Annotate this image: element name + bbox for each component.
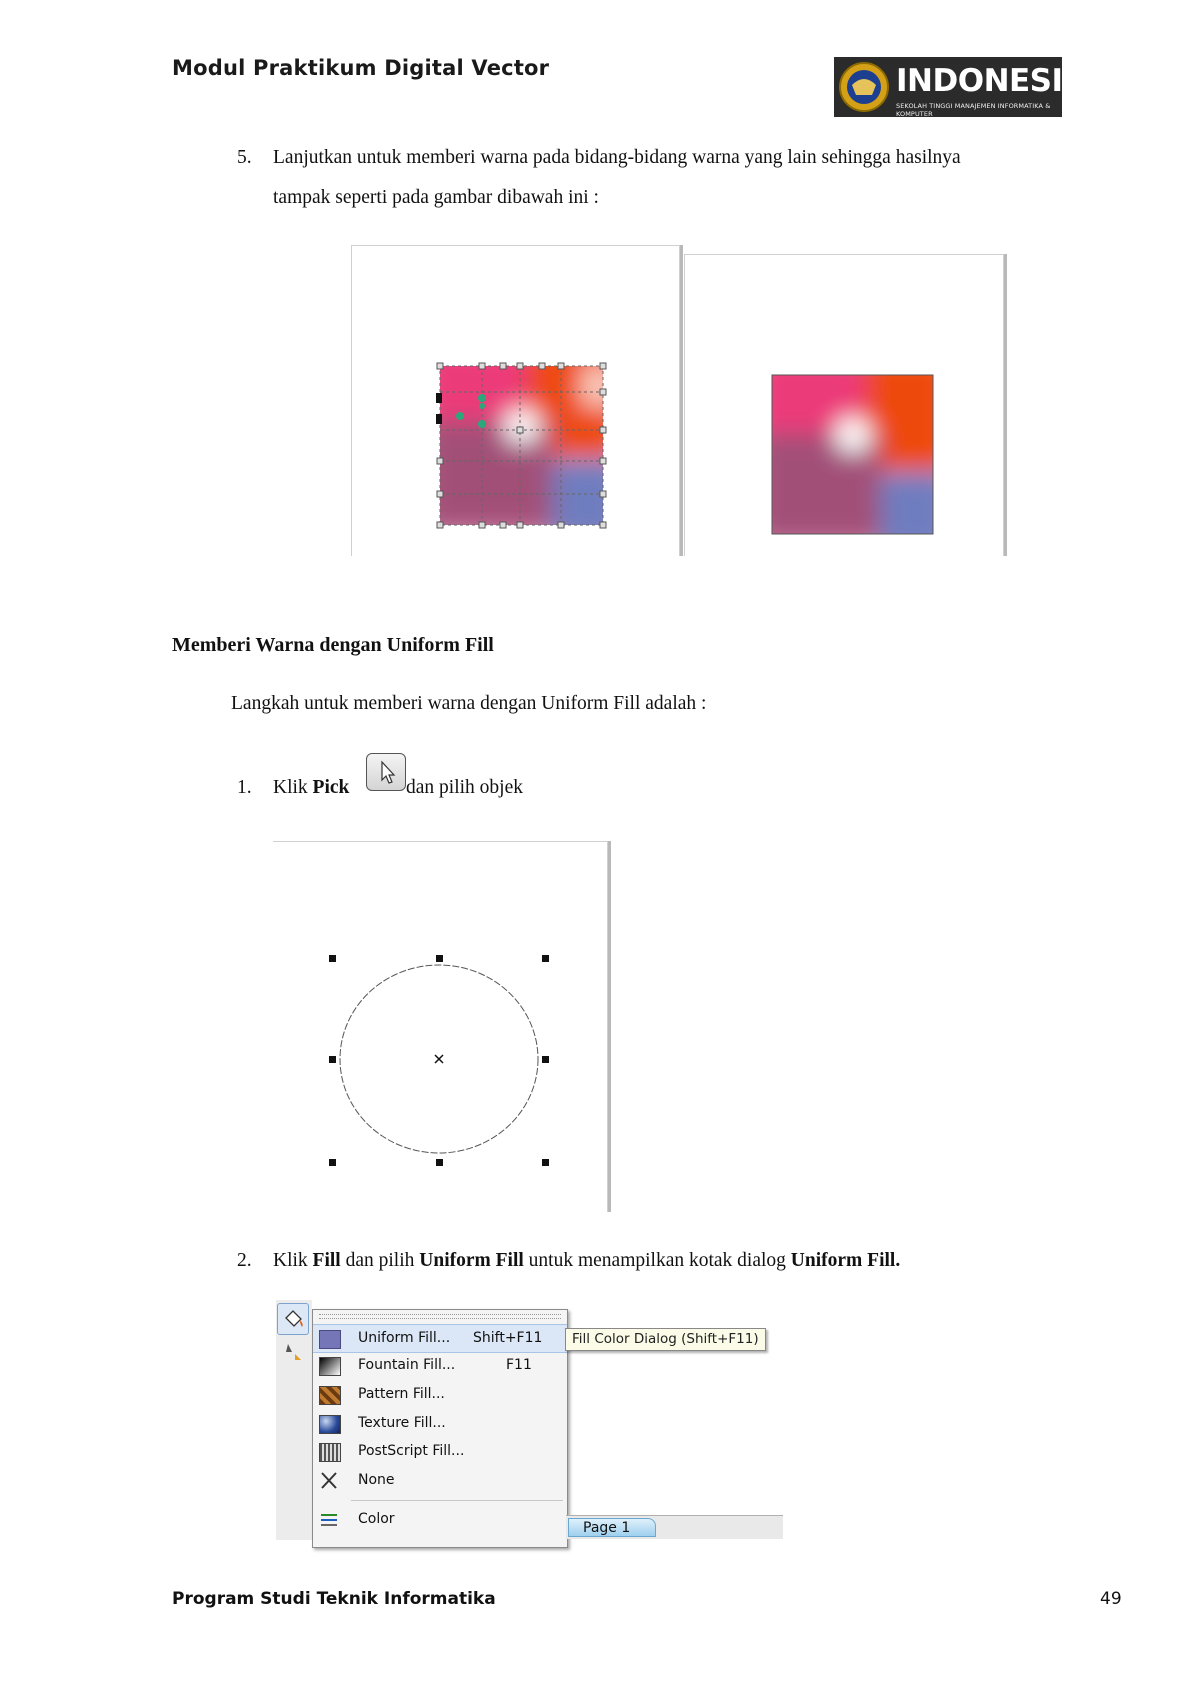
- color-icon: [319, 1511, 339, 1528]
- menu-separator: [351, 1500, 563, 1501]
- canvas-page-circle: [273, 841, 608, 1212]
- stiki-logo: [834, 57, 1087, 118]
- section-heading: Memberi Warna dengan Uniform Fill: [172, 634, 494, 656]
- canvas-page-left: [351, 245, 680, 556]
- menu-item-label: None: [358, 1472, 395, 1488]
- page-tab[interactable]: Page 1: [568, 1518, 656, 1537]
- logo-text: INDONESIA: [896, 63, 1087, 99]
- section-intro: Langkah untuk memberi warna dengan Uniform Fill adalah :: [231, 693, 707, 714]
- step1-text: [273, 768, 349, 808]
- outline-tool-button[interactable]: [282, 1340, 304, 1362]
- stiki-emblem-icon: [838, 61, 890, 113]
- uniform-fill-icon: [319, 1330, 341, 1349]
- paint-bucket-icon: [278, 1304, 308, 1334]
- step5-number: 5.: [237, 147, 252, 168]
- selected-circle: [273, 842, 607, 1212]
- fill-tool-button[interactable]: [277, 1303, 309, 1335]
- menu-item-label: Pattern Fill...: [358, 1386, 445, 1402]
- none-x-icon: [319, 1472, 339, 1489]
- step2-text-2: dan pilih: [340, 1250, 420, 1271]
- menu-item-postscript-fill[interactable]: [313, 1438, 567, 1465]
- selection-handle[interactable]: [436, 955, 443, 962]
- step2-bold-fill: Fill: [312, 1250, 341, 1271]
- pick-tool-button[interactable]: [366, 753, 406, 791]
- fountain-fill-icon: [319, 1357, 341, 1376]
- menu-grip[interactable]: [319, 1314, 561, 1319]
- menu-item-uniform-fill[interactable]: [313, 1324, 567, 1353]
- outline-pen-icon: [282, 1340, 304, 1362]
- fill-flyout-menu: [312, 1309, 568, 1548]
- menu-item-texture-fill[interactable]: [313, 1410, 567, 1437]
- pick-cursor-icon: [367, 754, 405, 790]
- selection-handle[interactable]: [329, 955, 336, 962]
- postscript-fill-icon: [319, 1443, 341, 1462]
- fill-tooltip: Fill Color Dialog (Shift+F11): [565, 1328, 766, 1351]
- mesh-fill-selected: [352, 246, 679, 556]
- menu-item-label: Uniform Fill...: [358, 1330, 451, 1346]
- step2-bold-uniform-fill-end: Uniform Fill.: [790, 1250, 901, 1271]
- step1-number: 1.: [237, 777, 252, 798]
- step2-text-1: Klik: [273, 1250, 313, 1271]
- menu-item-label: Fountain Fill...: [358, 1357, 456, 1373]
- selection-handle[interactable]: [436, 1159, 443, 1166]
- step1-prefix: Klik: [273, 777, 313, 798]
- menu-item-pattern-fill[interactable]: [313, 1381, 567, 1408]
- pattern-fill-icon: [319, 1386, 341, 1405]
- texture-fill-icon: [319, 1415, 341, 1434]
- step2-number: 2.: [237, 1250, 252, 1271]
- selection-handle[interactable]: [329, 1056, 336, 1063]
- mesh-fill-result: [685, 255, 1003, 556]
- header-title: Modul Praktikum Digital Vector: [172, 56, 550, 80]
- step1-suffix: dan pilih objek: [406, 777, 523, 798]
- step2-bold-uniform-fill: Uniform Fill: [419, 1250, 524, 1271]
- selection-handle[interactable]: [542, 1159, 549, 1166]
- footer-program: Program Studi Teknik Informatika: [172, 1589, 496, 1609]
- selection-handle[interactable]: [542, 1056, 549, 1063]
- selection-handle[interactable]: [329, 1159, 336, 1166]
- menu-item-label: Texture Fill...: [358, 1415, 446, 1431]
- menu-item-label: PostScript Fill...: [358, 1443, 465, 1459]
- menu-item-shortcut: F11: [506, 1357, 532, 1373]
- menu-item-fountain-fill[interactable]: [313, 1352, 567, 1379]
- step5-line1: Lanjutkan untuk memberi warna pada bidang-bidang warna yang lain sehingga hasilnya: [273, 147, 961, 168]
- menu-item-label: Color: [358, 1511, 395, 1527]
- canvas-page-right: [684, 254, 1004, 556]
- page-number: 49: [1100, 1589, 1122, 1609]
- selection-handle[interactable]: [542, 955, 549, 962]
- menu-item-color[interactable]: [313, 1506, 567, 1533]
- logo-subtext: SEKOLAH TINGGI MANAJEMEN INFORMATIKA & KOMPUTER: [896, 102, 1051, 118]
- step1-bold-pick: Pick: [312, 777, 350, 798]
- menu-item-shortcut: Shift+F11: [473, 1330, 543, 1346]
- menu-item-none[interactable]: [313, 1467, 567, 1494]
- step2-text-3: untuk menampilkan kotak dialog: [523, 1250, 791, 1271]
- step2-text: [273, 1241, 900, 1281]
- step5-line2: tampak seperti pada gambar dibawah ini :: [273, 187, 599, 208]
